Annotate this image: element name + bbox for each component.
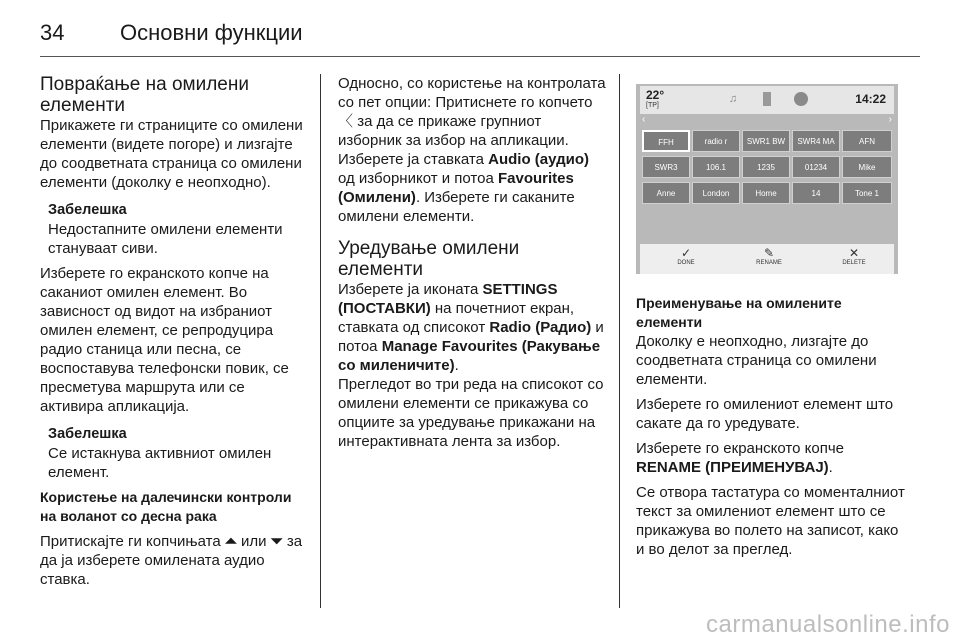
up-arrow-icon: ⏶ — [224, 533, 237, 550]
favourite-button[interactable]: Home — [742, 182, 790, 204]
favourite-button[interactable]: SWR3 — [642, 156, 690, 178]
favourite-button[interactable]: London — [692, 182, 740, 204]
text-span: на почетниот екран, ставката од списокот — [338, 300, 575, 336]
interaction-selector-bar — [640, 244, 894, 274]
column-middle — [338, 74, 606, 451]
delete-button[interactable] — [824, 246, 884, 266]
bold-term: RENAME (ПРЕИМЕНУВАЈ) — [636, 459, 829, 476]
note-title: Забелешка — [48, 202, 127, 218]
text-span: Изберете ја иконата — [338, 281, 479, 298]
text-span: за да ја изберете омилената аудио ставка. — [40, 533, 303, 588]
favourite-button[interactable]: AFN — [842, 130, 892, 152]
note-box — [40, 425, 308, 482]
page-header — [40, 14, 920, 50]
infotainment-screen-illustration — [636, 84, 898, 274]
status-bar — [640, 86, 894, 114]
paragraph — [40, 532, 308, 589]
header-divider — [40, 56, 920, 57]
rename-button[interactable] — [739, 246, 799, 266]
bold-term: Favourites (Омилени) — [338, 170, 574, 206]
paragraph — [338, 280, 606, 375]
favourite-button[interactable]: 1235 — [742, 156, 790, 178]
scroll-right-icon[interactable]: › — [888, 114, 892, 125]
paragraph: Изберете го омилениот елемент што сакате да го уредувате. — [636, 396, 894, 432]
text-span: Изберете го екранското копче — [636, 440, 844, 457]
favourite-button[interactable]: FFH — [642, 130, 690, 152]
favourite-button[interactable]: Mike — [842, 156, 892, 178]
text-span: од изборникот и потоа — [338, 170, 494, 187]
favourite-button[interactable]: SWR1 BW — [742, 130, 790, 152]
note-text: Се истакнува активниот омилен елемент. — [48, 445, 272, 481]
paragraph: Се отвора тастатура со моменталниот текст за омилениот елемент што се прикажува во полето на записот, како и во делот за преглед. — [636, 484, 905, 558]
column-left — [40, 74, 308, 589]
text-span: Односно, со користење на контролата со пет опции: Притиснете го копчето — [338, 75, 606, 111]
back-button-icon: 〈 — [338, 113, 354, 130]
text-span: . Изберете ги саканите омилени елементи. — [338, 189, 575, 225]
favourite-button[interactable]: radio r — [692, 130, 740, 152]
text-span: и потоа — [338, 319, 604, 355]
bold-term: Radio (Радио) — [489, 319, 592, 336]
bold-term: SETTINGS (ПОСТАВКИ) — [338, 281, 558, 317]
phone-icon — [763, 92, 771, 106]
page-scroll-row — [640, 116, 894, 126]
subheading-steering-controls: Користење на далечински контроли на воланот со десна рака — [40, 489, 292, 524]
action-label: DELETE — [842, 260, 866, 266]
clock-display: 14:22 — [855, 92, 886, 106]
note-box — [40, 201, 308, 258]
favourite-button[interactable]: Tone 1 — [842, 182, 892, 204]
globe-icon — [794, 92, 808, 106]
section-heading-retrieve: Повраќање на омилени елементи — [40, 74, 249, 116]
text-span: за да се прикаже групниот изборник за избор на апликации. Изберете ја ставката — [338, 113, 569, 168]
action-label: RENAME — [756, 260, 782, 266]
paragraph: Изберете го екранското копче на саканиот омилен елемент. Во зависност од видот на избраниот омилен елемент, се репродуцира радио станица или песна, се воспоставува телефонски повик, се пресметува маршрута или се активира апликација. — [40, 265, 289, 415]
bold-term: Audio (аудио) — [488, 151, 590, 168]
text-span: . — [828, 459, 833, 476]
watermark: carmanualsonline.info — [706, 611, 950, 638]
text-span: Притискајте ги копчињата — [40, 533, 221, 550]
done-button[interactable] — [656, 246, 716, 266]
column-right — [636, 74, 906, 559]
action-label: DONE — [677, 260, 695, 266]
pencil-icon: ✎ — [763, 246, 775, 260]
chapter-title: Основни функции — [120, 20, 303, 45]
close-icon: ✕ — [848, 246, 860, 260]
favourite-button[interactable]: 01234 — [792, 156, 840, 178]
favourite-button[interactable]: SWR4 MA — [792, 130, 840, 152]
column-divider — [619, 74, 620, 608]
text-span: . — [454, 357, 459, 374]
music-icon: ♫ — [728, 93, 738, 105]
column-divider — [320, 74, 321, 608]
temperature-display: 22° — [646, 88, 665, 102]
favourite-button[interactable]: 106.1 — [692, 156, 740, 178]
paragraph: Прегледот во три реда на списокот со омилени елементи се прикажува со опциите за уредување прикажани на интерактивната лента за избор. — [338, 376, 604, 450]
favourite-button[interactable]: 14 — [792, 182, 840, 204]
paragraph: Прикажете ги страниците со омилени елементи (видете погоре) и лизгајте до соодветната страница со омилени елементи (доколку е неопходно). — [40, 117, 303, 191]
note-title: Забелешка — [48, 426, 127, 442]
text-span: или — [241, 533, 267, 550]
paragraph — [636, 439, 906, 477]
checkmark-icon: ✓ — [680, 246, 692, 260]
favourite-button[interactable]: Anne — [642, 182, 690, 204]
paragraph: Доколку е неопходно, лизгајте до соодветната страница со омилени елементи. — [636, 333, 877, 388]
page-number: 34 — [40, 20, 65, 45]
down-arrow-icon: ⏷ — [270, 533, 283, 550]
note-text: Недостапните омилени елементи стануваат сиви. — [48, 221, 283, 257]
section-heading-edit: Уредување омилени елементи — [338, 238, 520, 280]
paragraph — [338, 74, 606, 226]
scroll-left-icon[interactable]: ‹ — [642, 114, 646, 125]
subheading-rename: Преименување на омилените елементи — [636, 295, 842, 330]
bold-term: Manage Favourites (Ракување со миленичите) — [338, 338, 601, 374]
tp-indicator: [TP] — [646, 102, 659, 109]
